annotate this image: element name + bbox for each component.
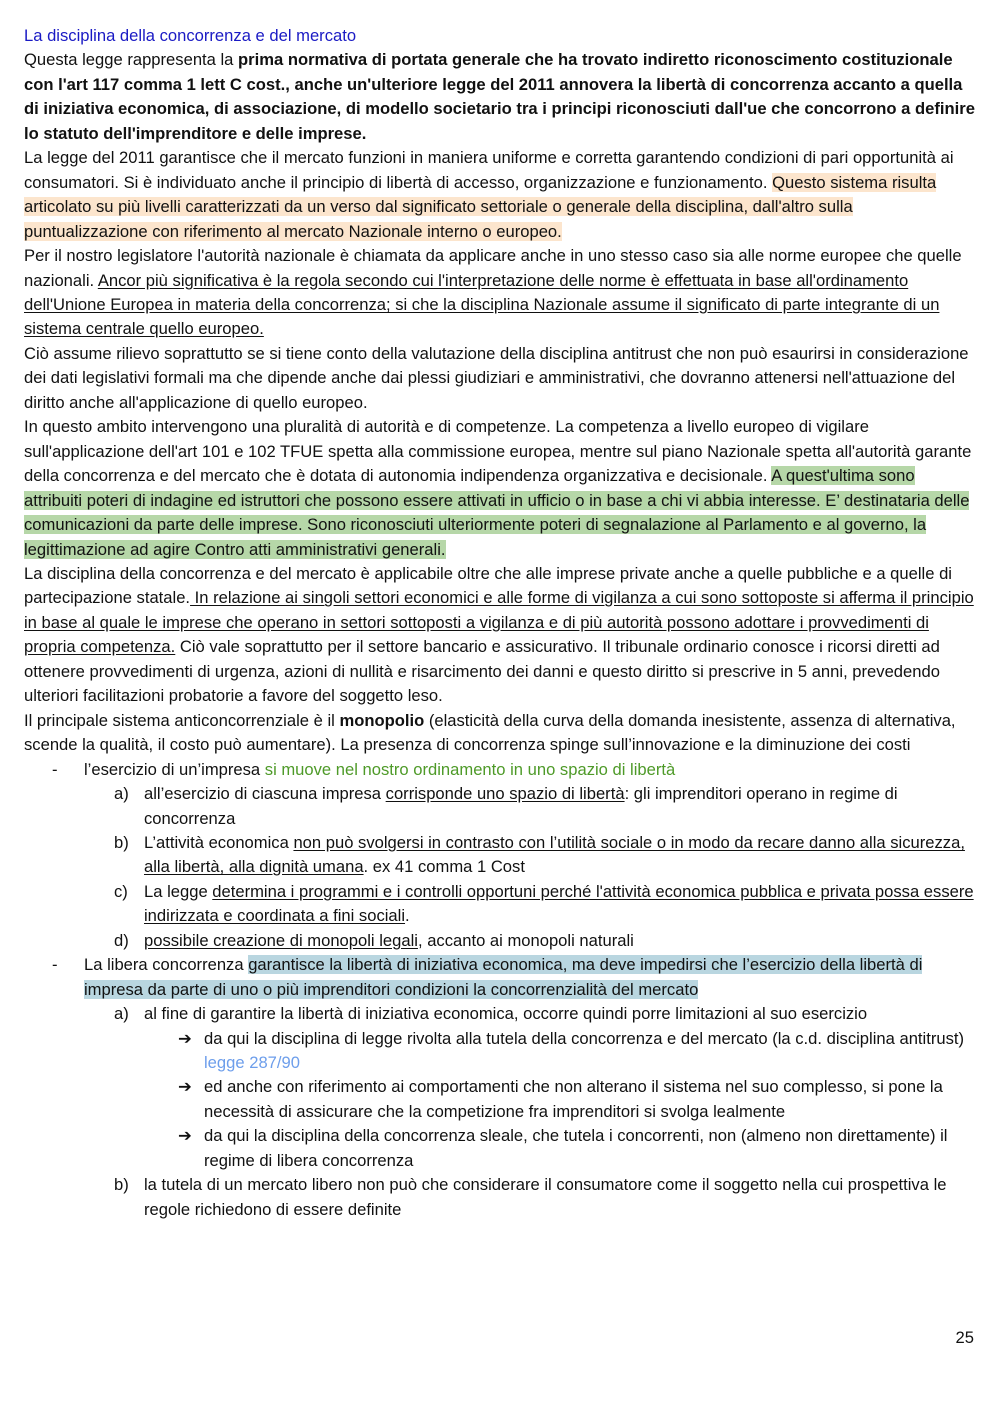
arrow-list [144, 1027, 976, 1174]
section-title: La disciplina della concorrenza e del mercato [24, 26, 357, 45]
list-marker: d) [114, 930, 129, 950]
text: . [405, 906, 410, 926]
list-marker: a) [114, 1004, 129, 1024]
text: da qui la disciplina della concorrenza sleale, che tutela i concorrenti, non (almeno non direttamente) il regime di libera concorrenza [204, 1126, 948, 1170]
text: , accanto ai monopoli naturali [417, 930, 634, 950]
list-item [84, 880, 976, 929]
paragraph-1 [24, 48, 976, 146]
list-marker: b) [114, 832, 129, 852]
paragraph-4: Ciò assume rilievo soprattutto se si tiene conto della valutazione della disciplina antitrust che non può esaurirsi in considerazione dei dati legislativi formali ma che dipende anche dai plessi giudiziari e amministrativi, che dovranno attenersi nell'attuazione del diritto anche all'applicazione di quello europeo. [24, 343, 969, 412]
text: Questa legge rappresenta la [24, 50, 239, 70]
text: ed anche con riferimento ai comportamenti che non alterano il sistema nel suo complesso, si pone la necessità di assicurare che la competizione fra imprenditori si svolga lealmente [204, 1077, 943, 1121]
list-item [84, 929, 976, 953]
list-item [144, 1124, 976, 1173]
list-item [24, 953, 976, 1222]
paragraph-7 [24, 709, 976, 758]
text: : gli imprenditori operano in regime di concorrenza [144, 784, 898, 828]
text: al fine di garantire la libertà di iniziativa economica, occorre quindi porre limitazioni al suo esercizio [144, 1004, 868, 1024]
text: . ex 41 comma 1 Cost [363, 857, 525, 877]
green-highlight: A quest'ultima sono attribuiti poteri di indagine ed istruttori che possono essere attivati in ufficio o in base a chi vi abbia interesse. E’ destinataria delle comunicazioni da parte delle imprese. Sono riconosciuti ulteriormente poteri di segnalazione al Parlamento e al governo, la legittimazione ad agire Contro atti amministrativi generali. [24, 466, 970, 559]
list-item [84, 1173, 976, 1222]
list-item [24, 758, 976, 954]
text: all’esercizio di ciascuna impresa [144, 784, 386, 804]
text: Per il nostro legislatore l'autorità nazionale è chiamata da applicare anche in uno stesso caso sia alle norme europee che quelle nazionali. [24, 246, 962, 290]
underlined-text: determina i programmi e i controlli opportuni perché l'attività economica pubblica e privata possa essere indirizzata e coordinata a fini sociali [144, 881, 974, 926]
arrow-icon: ➔ [178, 1077, 192, 1097]
page-number: 25 [955, 1328, 974, 1347]
underlined-text: non può svolgersi in contrasto con l’utilità sociale o in modo da recare danno alla sicurezza, alla libertà, alla dignità umana [144, 832, 965, 877]
green-text: si muove nel nostro ordinamento in uno spazio di libertà [264, 759, 676, 779]
list-item [84, 1002, 976, 1173]
underlined-text: possibile creazione di monopoli legali [144, 930, 418, 950]
bold-text: monopolio [339, 710, 425, 730]
blue-highlight: garantisce la libertà di iniziativa economica, ma deve impedirsi che l’esercizio della libertà di impresa da parte di uno o più imprenditori condizioni la concorrenzialità del mercato [84, 955, 923, 999]
text: La disciplina della concorrenza e del mercato è applicabile oltre che alle imprese private anche a quelle pubbliche e a quelle di partecipazione statale. [24, 563, 952, 608]
text: l’esercizio di un’impresa [84, 759, 265, 779]
text: La libera concorrenza [84, 955, 249, 975]
list-marker: b) [114, 1175, 129, 1195]
paragraph-3 [24, 244, 976, 342]
underlined-text: In relazione ai singoli settori economici e alle forme di vigilanza a cui sono sottoposte si afferma il principio in base al quale le imprese che operano in settori sottoposti a vigilanza e di più autorità possono adottare i provvedimenti di propria competenza. [24, 588, 974, 657]
list-item [144, 1027, 976, 1076]
alpha-list [84, 1002, 976, 1222]
text: In questo ambito intervengono una pluralità di autorità e di competenze. La competenza a livello europeo di vigilare sull'applicazione dell'art 101 e 102 TFUE spetta alla commissione europea, mentre sul piano Nazionale spetta all'autorità garante della concorrenza e del mercato che è dotata di autonomia indipendenza organizzativa e decisionale. [24, 417, 972, 486]
paragraph-2 [24, 146, 976, 244]
bold-text: prima normativa di portata generale che ha trovato indiretto riconoscimento costituzionale con l'art 117 comma 1 lett C cost., anche un'ulteriore legge del 2011 annovera la libertà di concorrenza accanto a quella di iniziativa economica, di associazione, di modello societario tra i principi riconosciuti dall'ue che concorrono a definire lo statuto dell'imprenditore e delle imprese. [24, 50, 975, 143]
text: da qui la disciplina di legge rivolta alla tutela della concorrenza e del mercato (la c.d. disciplina antitrust) [204, 1028, 965, 1048]
paragraph-6 [24, 562, 976, 709]
document-body [24, 24, 976, 1222]
text: la tutela di un mercato libero non può che considerare il consumatore come il soggetto nella cui prospettiva le regole richiedono di essere definite [144, 1175, 947, 1219]
underlined-text: corrisponde uno spazio di libertà [385, 784, 625, 804]
orange-highlight: Questo sistema risulta articolato su più livelli caratterizzati da un verso dal significato settoriale o generale della disciplina, dall'altro sulla puntualizzazione con riferimento al mercato Nazionale interno o europeo. [24, 172, 937, 241]
list-marker: c) [114, 881, 128, 901]
dash-list [24, 758, 976, 1223]
arrow-icon: ➔ [178, 1028, 192, 1048]
list-item [84, 831, 976, 880]
list-marker: a) [114, 784, 129, 804]
underlined-text: Ancor più significativa è la regola secondo cui l'interpretazione delle norme è effettuata in base all'ordinamento dell'Unione Europea in materia della concorrenza; si che la disciplina Nazionale assume il significato di parte integrante di un sistema centrale quello europeo. [24, 270, 940, 339]
list-item [144, 1075, 976, 1124]
paragraph-5 [24, 415, 976, 562]
arrow-icon: ➔ [178, 1126, 192, 1146]
text: Ciò vale soprattutto per il settore bancario e assicurativo. Il tribunale ordinario conosce i ricorsi diretti ad ottenere provvedimenti di urgenza, azioni di nullità e risarcimento dei danni e questo diritto si prescrive in 5 anni, prevedendo ulteriori facilitazioni probatorie a favore del soggetto leso. [24, 637, 940, 706]
list-item [84, 782, 976, 831]
law-reference-link[interactable]: legge 287/90 [204, 1053, 300, 1073]
text: Il principale sistema anticoncorrenziale è il [24, 710, 340, 730]
text: L’attività economica [144, 832, 294, 852]
text: La legge del 2011 garantisce che il mercato funzioni in maniera uniforme e corretta garantendo condizioni di pari opportunità ai consumatori. Si è individuato anche il principio di libertà di accesso, organizzazione e funzionamento. [24, 148, 954, 192]
text: La legge [144, 881, 213, 901]
alpha-list [84, 782, 976, 953]
text: (elasticità della curva della domanda inesistente, assenza di alternativa, scende la qualità, il costo può aumentare). La presenza di concorrenza spinge sull’innovazione e la diminuzione dei costi [24, 710, 956, 755]
